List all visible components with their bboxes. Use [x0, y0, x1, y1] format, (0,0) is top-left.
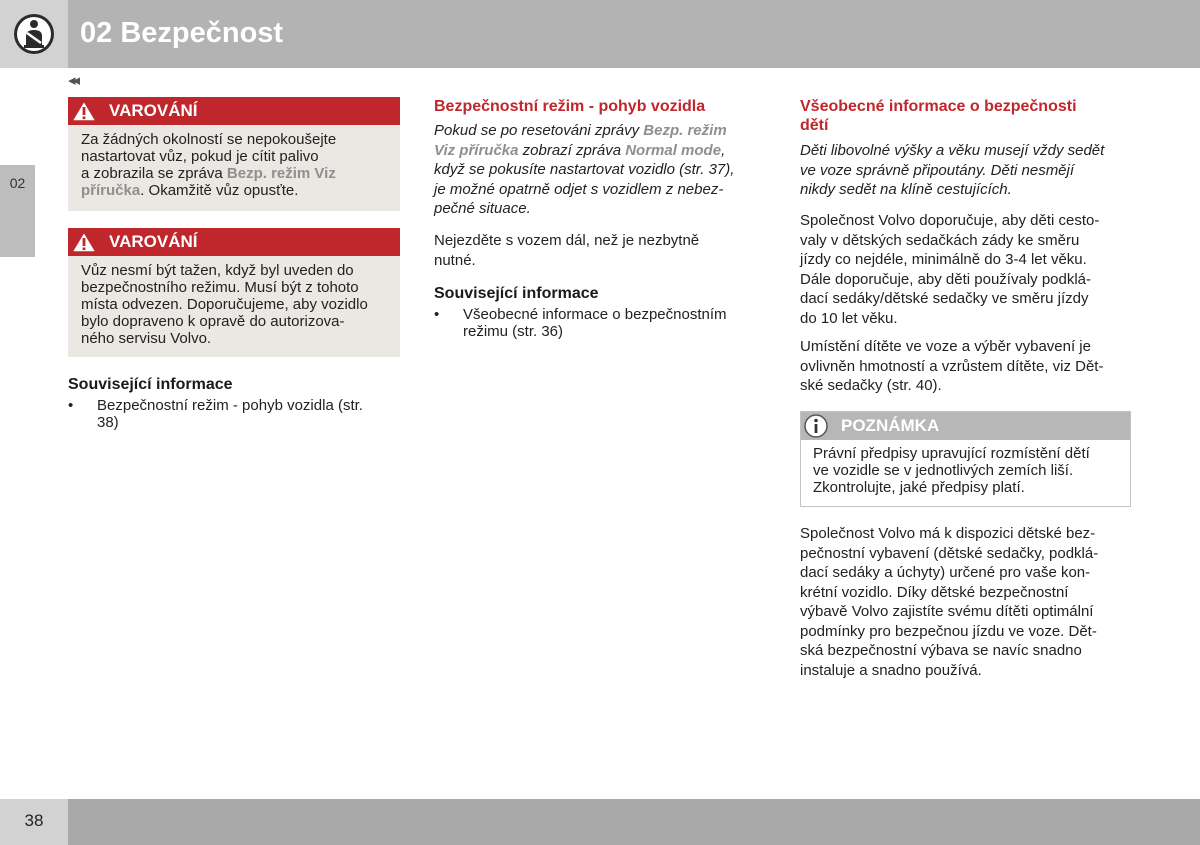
title-line: Všeobecné informace o bezpečnosti	[800, 98, 1077, 115]
warning-text	[68, 256, 400, 355]
text-line: Viz příručka zobrazí zpráva Normal mode,	[434, 141, 726, 159]
info-circle-icon	[804, 414, 828, 438]
note-header	[801, 412, 1130, 440]
warning-title: VAROVÁNÍ	[109, 232, 198, 251]
text-line: Umístění dítěte ve voze a výběr vybavení je	[800, 338, 1091, 355]
text-line: Dále doporučuje, aby děti používaly podklá-	[800, 270, 1092, 288]
text-line: místa odvezen. Doporučujeme, aby vozidlo	[81, 296, 368, 313]
text-line: krétní vozidlo. Díky dětské bezpečnostní	[800, 583, 1069, 601]
warning-header	[68, 97, 400, 125]
text-line: je možné opatrně odjet s vozidlem z nebez-	[434, 180, 724, 198]
text-line: dací sedáky/dětské sedačky ve směru jízdy	[800, 290, 1089, 307]
text-line: pečnostní vybavení (dětské sedačky, podklá-	[800, 544, 1099, 562]
page-header	[0, 0, 1200, 68]
text-line: pečné situace.	[434, 200, 531, 217]
text-line: ve voze správně připoutány. Děti nesmějí	[800, 161, 1075, 179]
display-message-highlight: Normal mode	[625, 141, 722, 159]
display-message-highlight: Viz příručka	[434, 141, 519, 159]
back-arrows-icon[interactable]: ◂◂	[68, 72, 78, 89]
text-line: režimu (str. 36)	[463, 323, 564, 340]
display-message-highlight: příručka	[81, 182, 141, 199]
text-line: ská bezpečnostní výbava se navíc snadno	[800, 642, 1082, 659]
text-line: nikdy sedět na klíně cestujících.	[800, 181, 1012, 198]
warning-title: VAROVÁNÍ	[109, 101, 198, 120]
warning-box-1	[68, 97, 400, 211]
text-line: Nejezděte s vozem dál, než je nezbytně	[434, 232, 700, 249]
display-message-highlight: Bezp. režim	[643, 122, 727, 139]
text-line: výbavě Volvo zajistíte svému dítěti optimální	[800, 603, 1094, 620]
text-line: ovlivněn hmotností a vzrůstem dítěte, viz Dět-	[800, 357, 1104, 375]
text-line: ve vozidle se v jednotlivých zemích liší.	[813, 462, 1074, 479]
text-line: Společnost Volvo doporučuje, aby děti cesto-	[800, 212, 1100, 229]
seatbelt-person-icon	[12, 12, 56, 56]
page-number-box	[0, 799, 68, 845]
text-line: bezpečnostního režimu. Musí být z tohoto	[81, 279, 359, 296]
text-line: Vůz nesmí být tažen, když byl uveden do	[81, 262, 354, 279]
note-text	[801, 440, 1130, 496]
text-line: když se pokusíte nastartovat vozidlo (str. 37),	[434, 161, 735, 178]
text-line: ské sedačky (str. 40).	[800, 377, 942, 394]
section-title-child-safety	[800, 97, 1135, 135]
page-number: 38	[24, 811, 44, 830]
text-line: ného servisu Volvo.	[81, 330, 212, 347]
warning-triangle-icon	[70, 230, 98, 254]
text-line: Zkontrolujte, jaké předpisy platí.	[813, 479, 1025, 496]
warning-box-2	[68, 228, 400, 357]
header-icon-box	[0, 0, 68, 68]
chapter-title: 02 Bezpečnost	[80, 17, 284, 49]
child-safety-paragraph-1	[800, 211, 1135, 328]
bullet: •	[434, 306, 440, 323]
text-line: do 10 let věku.	[800, 309, 898, 327]
text-line: Děti libovolné výšky a věku musejí vždy sedět	[800, 142, 1105, 159]
display-message-highlight: Bezp. režim Viz	[226, 165, 336, 182]
page-footer	[0, 799, 1200, 845]
text-line: Právní předpisy upravující rozmístění dětí	[813, 445, 1090, 462]
safe-mode-intro	[434, 121, 764, 219]
child-safety-paragraph-3	[800, 524, 1135, 680]
text-line: Bezpečnostní režim - pohyb vozidla (str.	[97, 397, 363, 414]
section-title-safe-mode: Bezpečnostní režim - pohyb vozidla	[434, 98, 706, 115]
text-line: příručka. Okamžitě vůz opusťte.	[81, 182, 299, 199]
text-line: jízdy co nejdéle, minimálně do 3-4 let věku.	[800, 251, 1087, 268]
note-box	[800, 411, 1131, 507]
text-line: bylo dopraveno k opravě do autorizova-	[81, 313, 345, 330]
text-line: nutné.	[434, 251, 476, 269]
safe-mode-paragraph	[434, 231, 764, 270]
text-line: 38)	[97, 414, 119, 431]
warning-header	[68, 228, 400, 256]
text-line: Společnost Volvo má k dispozici dětské bez-	[800, 525, 1096, 542]
text-line: Pokud se po resetováni zprávy Bezp. režim	[434, 122, 727, 139]
warning-text	[68, 125, 400, 207]
child-safety-paragraph-2	[800, 337, 1135, 396]
bullet: •	[68, 397, 74, 414]
text-line: valy v dětských sedačkách zády ke směru	[800, 231, 1080, 249]
text-line: instaluje a snadno používá.	[800, 661, 982, 679]
text-line: podmínky pro bezpečnou jízdu ve voze. Dět-	[800, 622, 1097, 640]
text-line: nastartovat vůz, pokud je cítit palivo	[81, 148, 319, 165]
note-title: POZNÁMKA	[841, 416, 940, 435]
related-info-title: Související informace	[434, 285, 599, 302]
title-line: dětí	[800, 117, 829, 134]
text-line: Všeobecné informace o bezpečnostním	[463, 306, 727, 323]
chapter-side-tab-label: 02	[9, 175, 26, 191]
text-line: Za žádných okolností se nepokoušejte	[81, 131, 337, 148]
warning-triangle-icon	[70, 99, 98, 123]
text-line: a zobrazila se zpráva Bezp. režim Viz	[81, 165, 336, 182]
text-line: dací sedáky a úchyty) určené pro vaše kon-	[800, 564, 1091, 581]
related-info-title: Související informace	[68, 376, 233, 393]
child-safety-intro	[800, 141, 1135, 200]
